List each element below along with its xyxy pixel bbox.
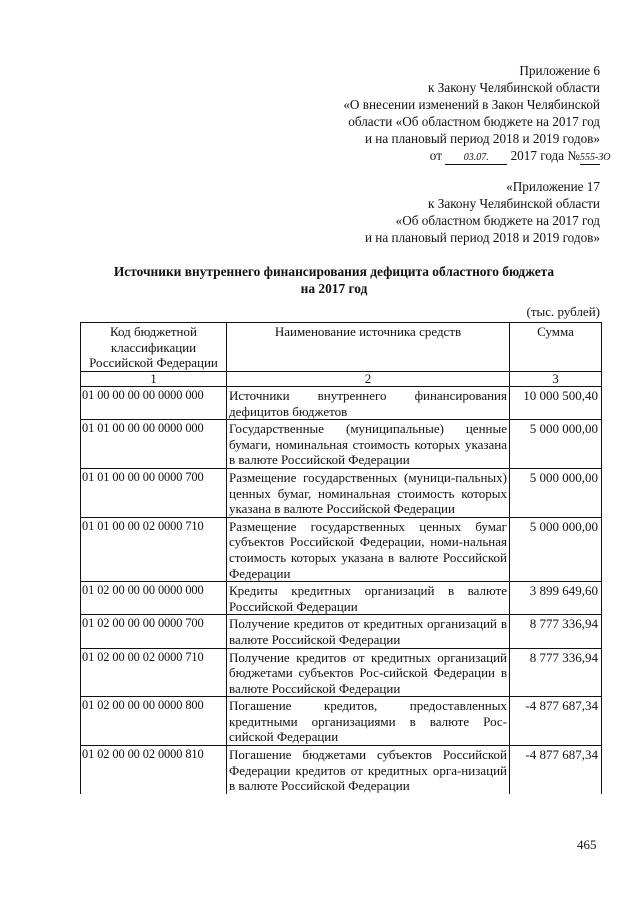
row-name: Получение кредитов от кредитных организаций в валюте Российской Федерации bbox=[227, 615, 510, 648]
row-name: Погашение бюджетами субъектов Российской Федерации кредитов от кредитных орга-низаций в валюте Российской Федерации bbox=[227, 746, 510, 794]
row-code: 01 01 00 00 00 0000 700 bbox=[81, 468, 227, 517]
law-title-line: и на плановый период 2018 и 2019 годов» bbox=[364, 131, 600, 146]
appendix-header bbox=[343, 62, 611, 165]
row-sum: 10 000 500,40 bbox=[510, 387, 602, 420]
table-row bbox=[81, 420, 602, 469]
table-row bbox=[81, 697, 602, 746]
row-code: 01 02 00 00 02 0000 710 bbox=[81, 648, 227, 697]
title-line: Источники внутреннего финансирования дефицита областного бюджета bbox=[113, 264, 555, 279]
table-row bbox=[81, 746, 602, 794]
law-date-line bbox=[343, 147, 611, 165]
row-code: 01 01 00 00 00 0000 000 bbox=[81, 420, 227, 469]
header-sum: Сумма bbox=[510, 323, 602, 372]
row-sum: 5 000 000,00 bbox=[510, 420, 602, 469]
table-header-row bbox=[81, 323, 602, 372]
original-appendix-header bbox=[365, 178, 600, 246]
document-title bbox=[60, 263, 608, 297]
law-reference: к Закону Челябинской области bbox=[428, 196, 600, 211]
row-name: Размещение государственных (муници-пальных) ценных бумаг, номинальная стоимость которых указана в валюте Российской Федерации bbox=[227, 468, 510, 517]
law-title-line: и на плановый период 2018 и 2019 годов» bbox=[364, 230, 600, 245]
row-code: 01 01 00 00 02 0000 710 bbox=[81, 517, 227, 581]
appendix-number: Приложение 6 bbox=[519, 63, 600, 78]
header-code: Код бюджетной классификации Российской Федерации bbox=[81, 323, 227, 372]
row-name: Источники внутреннего финансирования дефицитов бюджетов bbox=[227, 387, 510, 420]
column-number: 1 bbox=[81, 372, 227, 387]
column-number: 2 bbox=[227, 372, 510, 387]
row-name: Погашение кредитов, предоставленных кредитными организациями в валюте Рос-сийской Федерации bbox=[227, 697, 510, 746]
row-sum: 8 777 336,94 bbox=[510, 615, 602, 648]
column-number: 3 bbox=[510, 372, 602, 387]
law-number: 555-ЗО bbox=[580, 152, 611, 163]
date-prefix: от bbox=[429, 148, 442, 163]
header-name: Наименование источника средств bbox=[227, 323, 510, 372]
row-sum: 8 777 336,94 bbox=[510, 648, 602, 697]
column-number-row bbox=[81, 372, 602, 387]
units-label: (тыс. рублей) bbox=[526, 304, 600, 319]
table-row bbox=[81, 387, 602, 420]
row-code: 01 00 00 00 00 0000 000 bbox=[81, 387, 227, 420]
row-code: 01 02 00 00 02 0000 810 bbox=[81, 746, 227, 794]
row-name: Государственные (муниципальные) ценные бумаги, номинальная стоимость которых указана в валюте Российской Федерации bbox=[227, 420, 510, 469]
table-row bbox=[81, 517, 602, 581]
table-row bbox=[81, 615, 602, 648]
law-title-line: «О внесении изменений в Закон Челябинской bbox=[343, 97, 600, 112]
table-row bbox=[81, 468, 602, 517]
row-sum: -4 877 687,34 bbox=[510, 746, 602, 794]
row-name: Кредиты кредитных организаций в валюте Российской Федерации bbox=[227, 582, 510, 615]
law-title-line: области «Об областном бюджете на 2017 год bbox=[348, 114, 600, 129]
row-code: 01 02 00 00 00 0000 700 bbox=[81, 615, 227, 648]
table-row bbox=[81, 648, 602, 697]
row-sum: 5 000 000,00 bbox=[510, 517, 602, 581]
row-sum: 3 899 649,60 bbox=[510, 582, 602, 615]
law-reference: к Закону Челябинской области bbox=[428, 80, 600, 95]
appendix-number: «Приложение 17 bbox=[506, 179, 600, 194]
row-name: Получение кредитов от кредитных организаций бюджетами субъектов Рос-сийской Федерации в валюте Российской Федерации bbox=[227, 648, 510, 697]
row-name: Размещение государственных ценных бумаг субъектов Российской Федерации, номи-нальная стоимость которых указана в валюте Российской Федерации bbox=[227, 517, 510, 581]
date-suffix: 2017 года № bbox=[510, 148, 580, 163]
row-code: 01 02 00 00 00 0000 000 bbox=[81, 582, 227, 615]
title-line: на 2017 год bbox=[300, 281, 368, 296]
law-title-line: «Об областном бюджете на 2017 год bbox=[395, 213, 600, 228]
date-value: 03.07. bbox=[445, 151, 507, 165]
financing-sources-table bbox=[80, 322, 602, 794]
table-row bbox=[81, 582, 602, 615]
row-code: 01 02 00 00 00 0000 800 bbox=[81, 697, 227, 746]
row-sum: -4 877 687,34 bbox=[510, 697, 602, 746]
page-number: 465 bbox=[577, 837, 597, 852]
row-sum: 5 000 000,00 bbox=[510, 468, 602, 517]
